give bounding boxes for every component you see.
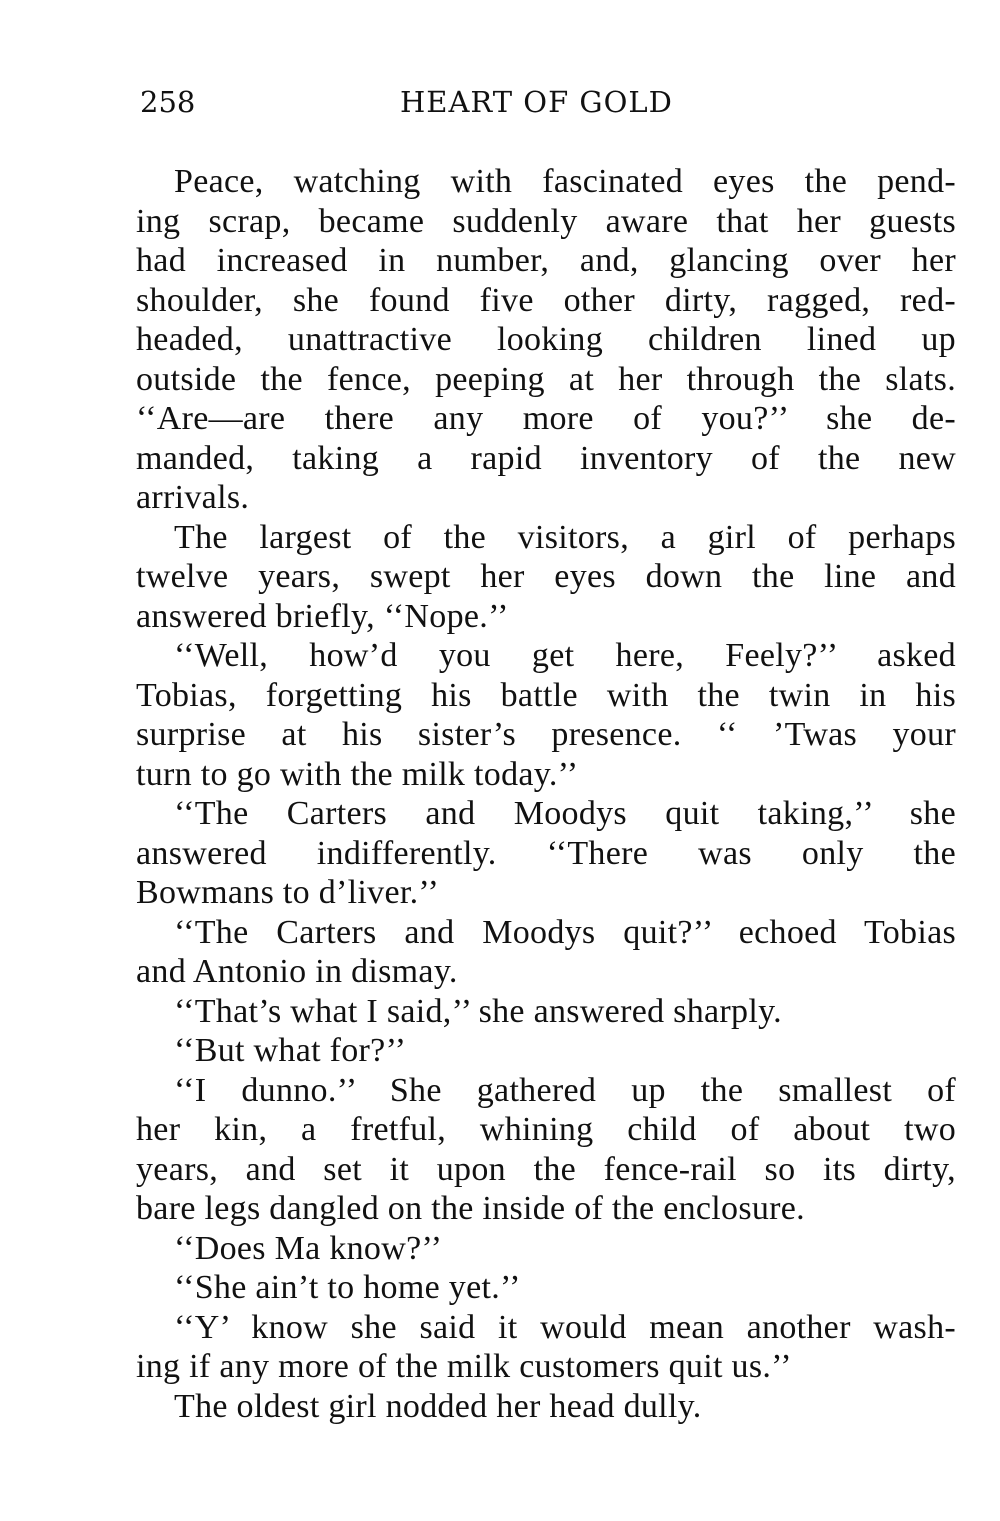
text-line: ‘‘I dunno.’’ She gathered up the smallest of [174, 1071, 956, 1109]
text-line: ‘‘Well, how’d you get here, Feely?’’ asked [174, 637, 956, 674]
text-line: ‘‘She ain’t to home yet.’’ [174, 1269, 521, 1306]
text-line: ‘‘The Carters and Moodys quit taking,’’ she [174, 795, 956, 832]
text-line: The oldest girl nodded her head dully. [174, 1387, 702, 1425]
text-line: answered indifferently. ‘‘There was only the [136, 834, 956, 872]
body-text [136, 162, 956, 1426]
text-line: ‘‘Y’ know she said it would mean another wash- [174, 1308, 956, 1346]
text-line: Bowmans to d’liver.’’ [136, 874, 440, 911]
page-header [140, 80, 960, 124]
text-line: ‘‘The Carters and Moodys quit?’’ echoed Tobias [174, 913, 956, 951]
text-line: years, and set it upon the fence-rail so its dirty, [136, 1150, 956, 1188]
text-line: The largest of the visitors, a girl of perhaps [174, 518, 956, 556]
page-number: 258 [140, 85, 196, 119]
text-line: ‘‘That’s what I said,’’ she answered sharply. [174, 992, 782, 1030]
text-line: her kin, a fretful, whining child of about two [136, 1111, 956, 1148]
text-line: ing scrap, became suddenly aware that her guests [136, 202, 956, 240]
text-line: ing if any more of the milk customers quit us.’’ [136, 1348, 792, 1385]
text-line: Tobias, forgetting his battle with the twin in his [136, 676, 956, 714]
text-line: Peace, watching with fascinated eyes the pend- [174, 163, 956, 200]
text-line: and Antonio in dismay. [136, 953, 458, 990]
text-line: turn to go with the milk today.’’ [136, 755, 579, 793]
text-line: bare legs dangled on the inside of the enclosure. [136, 1190, 805, 1227]
text-line: manded, taking a rapid inventory of the new [136, 439, 956, 477]
text-line: ‘‘Are—are there any more of you?’’ she de- [136, 400, 956, 437]
text-line: shoulder, she found five other dirty, ragged, red- [136, 281, 956, 319]
text-line: headed, unattractive looking children lined up [136, 321, 956, 358]
running-title: HEART OF GOLD [400, 85, 673, 119]
text-line: outside the fence, peeping at her through the slats. [136, 360, 956, 398]
text-line: ‘‘Does Ma know?’’ [174, 1229, 443, 1267]
text-line: twelve years, swept her eyes down the line and [136, 558, 956, 595]
text-line: arrivals. [136, 479, 250, 516]
text-line: surprise at his sister’s presence. ‘‘ ’Twas your [136, 716, 956, 753]
text-line: ‘‘But what for?’’ [174, 1032, 407, 1069]
text-line: had increased in number, and, glancing over her [136, 242, 956, 279]
text-line: answered briefly, ‘‘Nope.’’ [136, 597, 509, 635]
